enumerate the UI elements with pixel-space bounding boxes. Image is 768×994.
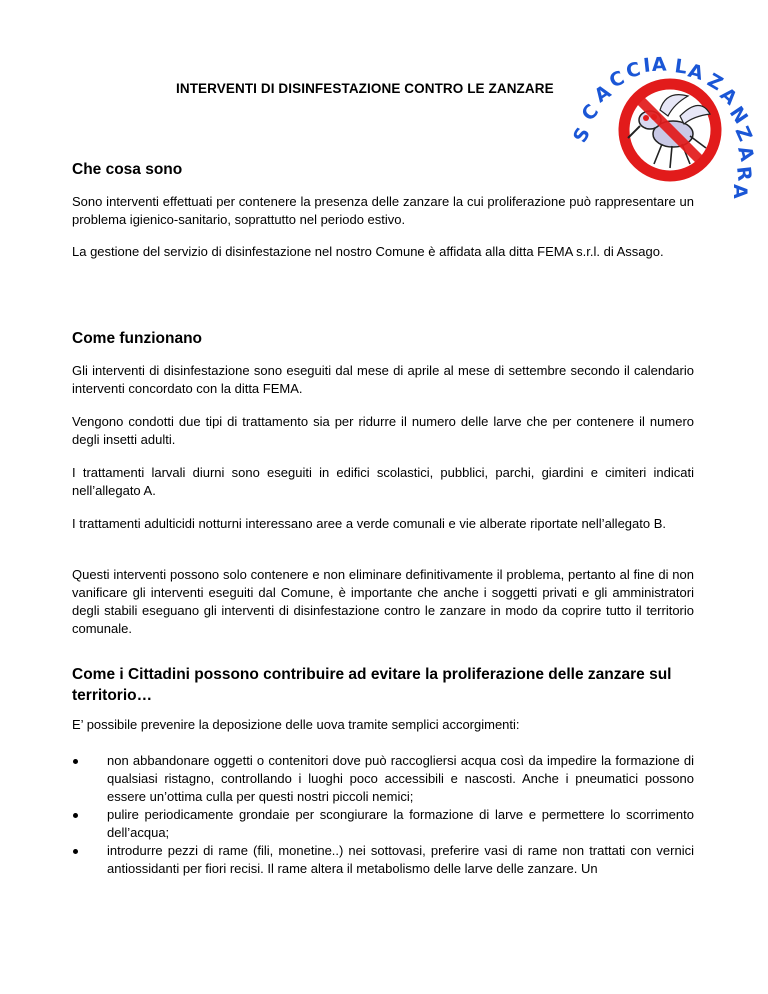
prevention-list	[72, 752, 694, 878]
svg-text:Z: Z	[730, 123, 757, 145]
paragraph: Vengono condotti due tipi di trattamento sia per ridurre il numero delle larve che per contenere il numero degli insetti adulti.	[72, 414, 694, 447]
svg-text:A: A	[729, 184, 751, 199]
svg-text:I: I	[642, 54, 652, 77]
svg-text:C: C	[606, 66, 628, 93]
paragraph: E’ possibile prevenire la deposizione delle uova tramite semplici accorgimenti:	[72, 717, 520, 732]
svg-text:C: C	[623, 58, 643, 83]
svg-text:N: N	[724, 102, 752, 128]
svg-text:R: R	[732, 165, 756, 183]
svg-text:L: L	[673, 55, 689, 79]
list-item-text: introdurre pezzi di rame (fili, monetine..) nei sottovasi, preferire vasi di rame non trattati con vernici antiossidanti per fiori recisi. Il rame altera il metabolismo delle larve delle zanzare. Un	[107, 843, 694, 876]
bullet-icon	[73, 813, 78, 818]
paragraph: I trattamenti adulticidi notturni interessano aree a verde comunali e vie alberate riportate nell’allegato B.	[72, 516, 667, 531]
paragraph: Sono interventi effettuati per contenere la presenza delle zanzare la cui proliferazione può rappresentare un problema igienico-sanitario, soprattutto nel periodo estivo.	[72, 194, 694, 227]
svg-text:A: A	[590, 80, 615, 108]
paragraph: I trattamenti larvali diurni sono eseguiti in edifici scolastici, pubblici, parchi, giardini e cimiteri indicati nell’allegato A.	[72, 465, 694, 498]
list-item	[72, 842, 694, 878]
section-heading-che-cosa-sono: Che cosa sono	[72, 161, 183, 178]
mosquito-prohibited-icon	[568, 53, 759, 199]
svg-text:A: A	[651, 53, 667, 76]
svg-text:A: A	[733, 143, 759, 164]
bullet-icon	[73, 759, 78, 764]
svg-text:Z: Z	[703, 69, 727, 96]
bullet-icon	[73, 849, 78, 854]
svg-text:S: S	[568, 123, 595, 147]
document-title: INTERVENTI DI DISINFESTAZIONE CONTRO LE ZANZARE	[176, 81, 554, 96]
paragraph: Gli interventi di disinfestazione sono eseguiti dal mese di aprile al mese di settembre secondo il calendario interventi concordato con la ditta FEMA.	[72, 363, 694, 396]
section-heading-come-contribuire: Come i Cittadini possono contribuire ad evitare la proliferazione delle zanzare sul territorio…	[72, 666, 672, 704]
svg-text:A: A	[685, 59, 706, 85]
list-item-text: non abbandonare oggetti o contenitori dove può raccogliersi acqua così da impedire la formazione di qualsiasi ristagno, controllando i luoghi poco accessibili e nascosti. Anche i pneumatici possono essere un’ottima culla per questi nostri piccoli nemici;	[107, 753, 694, 804]
list-item	[72, 752, 694, 806]
section-heading-come-funzionano: Come funzionano	[72, 330, 203, 347]
svg-text:C: C	[577, 100, 604, 126]
paragraph: La gestione del servizio di disinfestazione nel nostro Comune è affidata alla ditta FEMA s.r.l. di Assago.	[72, 244, 664, 259]
list-item-text: pulire periodicamente grondaie per scongiurare la formazione di larve e permettere lo scorrimento dell’acqua;	[107, 807, 694, 840]
svg-text:A: A	[715, 83, 742, 110]
scaccia-la-zanzara-logo	[568, 53, 759, 199]
paragraph: Questi interventi possono solo contenere e non eliminare definitivamente il problema, pertanto al fine di non vanificare gli interventi eseguiti dal Comune, è importante che anche i soggetti privati e gli amministratori degli stabili eseguano gli interventi di disinfestazione contro le zanzare in modo da coprire tutto il territorio comunale.	[72, 567, 694, 636]
list-item	[72, 806, 694, 842]
